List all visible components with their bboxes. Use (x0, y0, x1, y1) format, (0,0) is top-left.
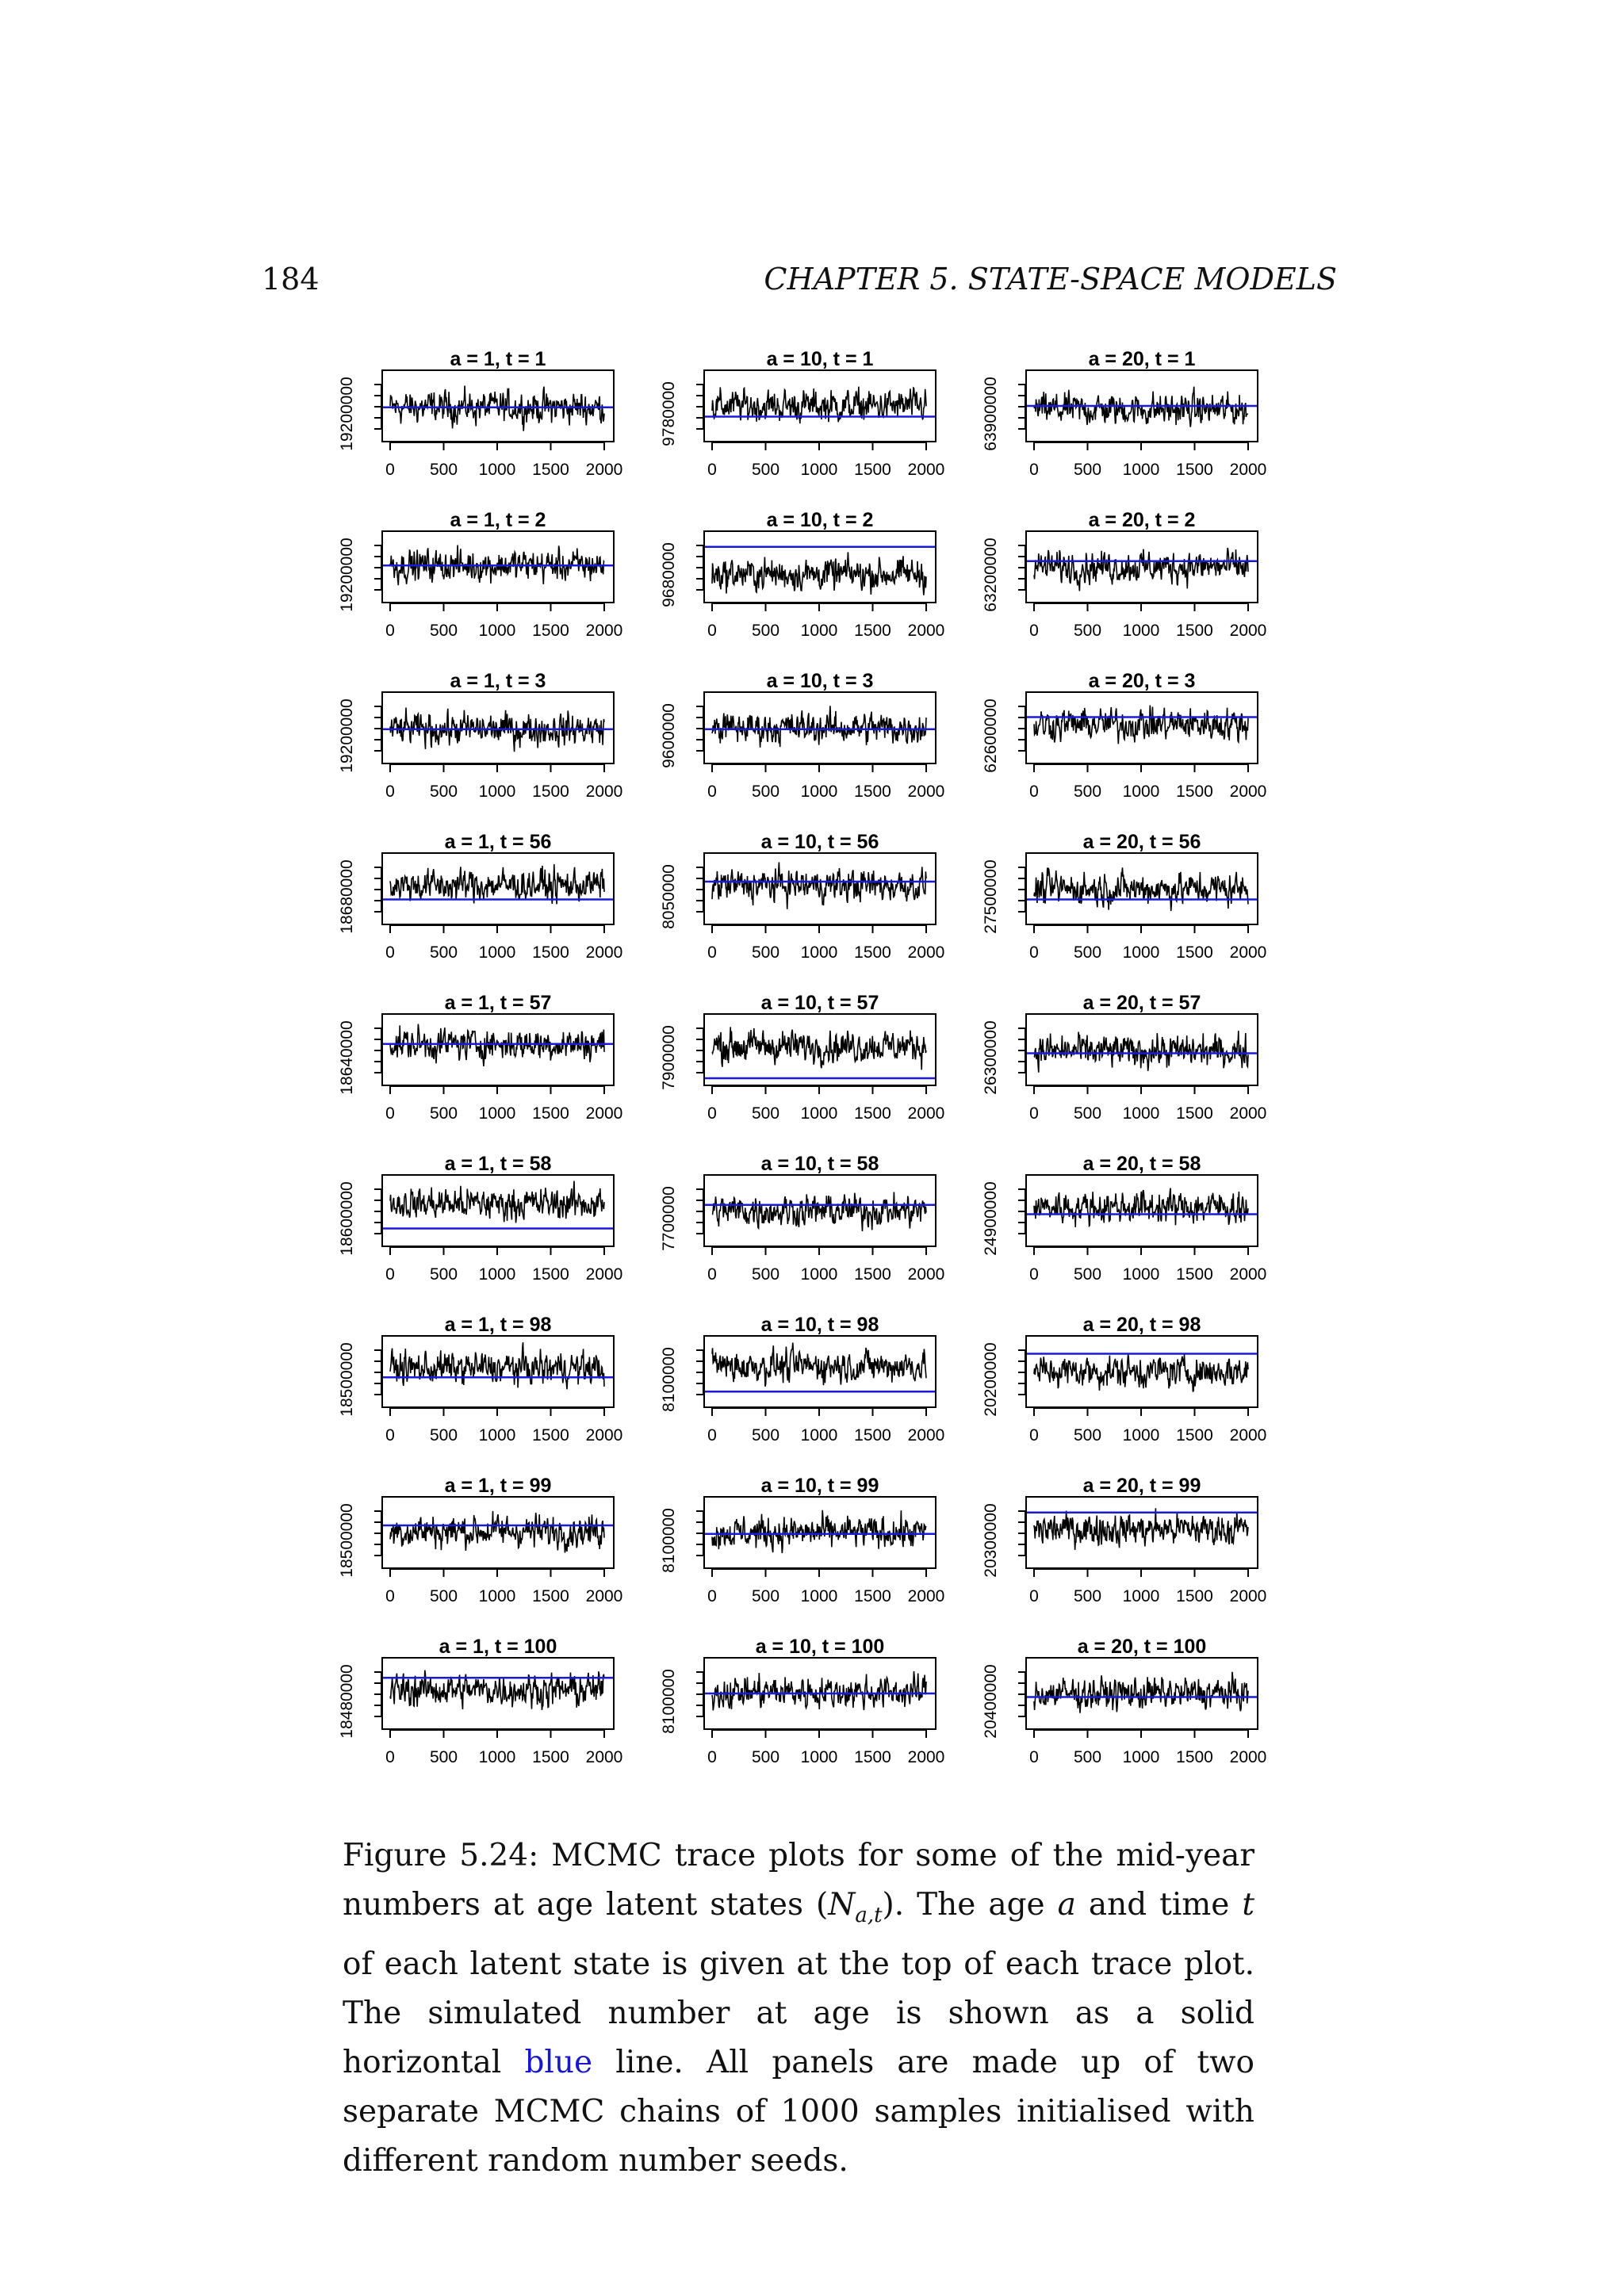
x-tick-label: 1500 (854, 1587, 891, 1605)
y-axis-label: 18500000 (338, 1503, 356, 1578)
trace-panel (982, 1314, 1266, 1445)
y-axis-label: 20200000 (982, 1342, 1000, 1417)
panel-title: a = 20, t = 57 (1082, 992, 1201, 1014)
x-tick-label: 1000 (800, 461, 838, 479)
x-tick-label: 500 (429, 943, 458, 962)
x-tick-label: 500 (751, 943, 780, 962)
x-tick-label: 1500 (532, 1426, 569, 1445)
trace-panel (338, 1475, 622, 1605)
x-tick-label: 500 (1073, 1587, 1102, 1605)
trace-panel (660, 1153, 944, 1284)
x-tick-label: 1500 (1176, 943, 1213, 962)
trace-panel (982, 1636, 1266, 1766)
x-tick-label: 2000 (585, 1265, 623, 1284)
y-axis-label: 8100000 (660, 1669, 678, 1734)
mcmc-trace (712, 552, 926, 595)
y-axis-label: 19200000 (338, 698, 356, 773)
trace-panel (982, 1153, 1266, 1284)
x-tick-label: 2000 (907, 1426, 945, 1445)
trace-panel (338, 670, 622, 801)
page-number: 184 (262, 262, 320, 297)
x-tick-label: 1500 (854, 1426, 891, 1445)
x-tick-label: 1000 (800, 1104, 838, 1123)
x-tick-label: 1500 (532, 943, 569, 962)
x-tick-label: 1500 (1176, 1104, 1213, 1123)
x-tick-label: 1000 (800, 1265, 838, 1284)
x-tick-label: 500 (1073, 943, 1102, 962)
panel-title: a = 10, t = 3 (766, 670, 874, 692)
x-tick-label: 1000 (800, 1587, 838, 1605)
mcmc-trace (1034, 1031, 1248, 1073)
x-tick-label: 1000 (478, 461, 516, 479)
panel-title: a = 20, t = 98 (1082, 1314, 1201, 1336)
x-tick-label: 500 (1073, 1265, 1102, 1284)
x-tick-label: 0 (385, 943, 395, 962)
mcmc-trace (712, 1510, 926, 1553)
panel-title: a = 10, t = 1 (766, 348, 874, 370)
panel-title: a = 1, t = 58 (444, 1153, 552, 1175)
x-tick-label: 1500 (1176, 1587, 1213, 1605)
x-tick-label: 0 (1029, 1104, 1039, 1123)
x-tick-label: 1000 (1122, 1104, 1160, 1123)
running-head: CHAPTER 5. STATE-SPACE MODELS (764, 262, 1337, 297)
mcmc-trace (1034, 867, 1248, 911)
x-tick-label: 500 (1073, 783, 1102, 801)
x-tick-label: 1000 (478, 1587, 516, 1605)
trace-panel (982, 348, 1266, 479)
x-tick-label: 0 (385, 622, 395, 640)
mcmc-trace (390, 1024, 604, 1066)
panel-title: a = 20, t = 3 (1088, 670, 1196, 692)
panel-title: a = 1, t = 98 (444, 1314, 552, 1336)
x-tick-label: 0 (1029, 1587, 1039, 1605)
x-tick-label: 0 (707, 1748, 717, 1766)
x-tick-label: 1500 (854, 943, 891, 962)
panel-title: a = 1, t = 100 (439, 1636, 557, 1658)
x-tick-label: 1500 (532, 783, 569, 801)
panel-title: a = 1, t = 3 (450, 670, 546, 692)
x-tick-label: 2000 (1229, 1426, 1267, 1445)
mcmc-trace (1034, 1354, 1248, 1391)
panel-title: a = 10, t = 99 (760, 1475, 879, 1497)
trace-panel (338, 1153, 622, 1284)
trace-panel (660, 1636, 944, 1766)
x-tick-label: 2000 (585, 1587, 623, 1605)
panel-title: a = 1, t = 99 (444, 1475, 552, 1497)
mcmc-trace (1034, 1188, 1248, 1227)
caption-text-3: and time (1075, 1887, 1243, 1923)
panel-title: a = 10, t = 2 (766, 509, 874, 531)
x-tick-label: 2000 (907, 461, 945, 479)
x-tick-label: 1500 (854, 622, 891, 640)
x-tick-label: 0 (707, 622, 717, 640)
x-tick-label: 0 (707, 461, 717, 479)
mcmc-trace (712, 1343, 926, 1387)
x-tick-label: 500 (751, 1748, 780, 1766)
x-tick-label: 2000 (1229, 1265, 1267, 1284)
x-tick-label: 0 (707, 783, 717, 801)
x-tick-label: 1000 (1122, 461, 1160, 479)
x-tick-label: 1000 (478, 622, 516, 640)
x-tick-label: 1000 (478, 1104, 516, 1123)
x-tick-label: 0 (1029, 1748, 1039, 1766)
x-tick-label: 1000 (800, 943, 838, 962)
x-tick-label: 2000 (1229, 1748, 1267, 1766)
panel-title: a = 1, t = 2 (450, 509, 546, 531)
mcmc-trace (1034, 1672, 1248, 1713)
x-tick-label: 0 (385, 1426, 395, 1445)
x-tick-label: 500 (429, 461, 458, 479)
x-tick-label: 1000 (1122, 783, 1160, 801)
y-axis-label: 18480000 (338, 1664, 356, 1739)
x-tick-label: 2000 (907, 622, 945, 640)
x-tick-label: 0 (707, 1587, 717, 1605)
y-axis-label: 18600000 (338, 1181, 356, 1256)
y-axis-label: 18500000 (338, 1342, 356, 1417)
x-tick-label: 2000 (1229, 943, 1267, 962)
x-tick-label: 0 (707, 1104, 717, 1123)
y-axis-label: 7700000 (660, 1186, 678, 1251)
x-tick-label: 1000 (478, 943, 516, 962)
figure-caption (343, 1831, 1254, 2186)
x-tick-label: 500 (1073, 1104, 1102, 1123)
x-tick-label: 2000 (1229, 461, 1267, 479)
x-tick-label: 500 (1073, 1748, 1102, 1766)
caption-math-t: t (1242, 1887, 1255, 1923)
y-axis-label: 8050000 (660, 864, 678, 929)
x-tick-label: 500 (429, 1748, 458, 1766)
x-tick-label: 0 (707, 943, 717, 962)
x-tick-label: 1500 (854, 1104, 891, 1123)
y-axis-label: 24900000 (982, 1181, 1000, 1256)
x-tick-label: 1500 (1176, 461, 1213, 479)
caption-blue-word: blue (524, 2044, 593, 2080)
y-axis-label: 63900000 (982, 377, 1000, 451)
x-tick-label: 0 (1029, 622, 1039, 640)
x-tick-label: 500 (751, 1265, 780, 1284)
x-tick-label: 0 (385, 1265, 395, 1284)
trace-panel (660, 1314, 944, 1445)
caption-label: Figure 5.24: (343, 1838, 539, 1873)
x-tick-label: 1500 (532, 1265, 569, 1284)
mcmc-trace (1034, 1508, 1248, 1550)
x-tick-label: 1000 (800, 1748, 838, 1766)
trace-panel (660, 1475, 944, 1605)
x-tick-label: 2000 (1229, 622, 1267, 640)
trace-panel (982, 831, 1266, 962)
trace-panel (982, 670, 1266, 801)
y-axis-label: 18680000 (338, 859, 356, 934)
x-tick-label: 1500 (1176, 1748, 1213, 1766)
panel-title: a = 20, t = 2 (1088, 509, 1196, 531)
x-tick-label: 1000 (1122, 622, 1160, 640)
x-tick-label: 0 (1029, 783, 1039, 801)
x-tick-label: 2000 (907, 1265, 945, 1284)
y-axis-label: 63200000 (982, 538, 1000, 612)
x-tick-label: 500 (751, 461, 780, 479)
x-tick-label: 1000 (478, 1265, 516, 1284)
mcmc-trace (712, 387, 926, 424)
panel-title: a = 1, t = 57 (444, 992, 552, 1014)
x-tick-label: 1000 (1122, 1748, 1160, 1766)
mcmc-trace (390, 864, 604, 904)
trace-panel (338, 992, 622, 1123)
trace-panel (660, 670, 944, 801)
x-tick-label: 2000 (907, 943, 945, 962)
y-axis-label: 9600000 (660, 703, 678, 768)
mcmc-trace (390, 1670, 604, 1710)
x-tick-label: 2000 (585, 783, 623, 801)
x-tick-label: 1000 (800, 1426, 838, 1445)
x-tick-label: 1000 (800, 622, 838, 640)
panel-title: a = 10, t = 57 (760, 992, 879, 1014)
x-tick-label: 1000 (800, 783, 838, 801)
trace-panel (338, 509, 622, 640)
x-tick-label: 2000 (907, 1748, 945, 1766)
panel-title: a = 10, t = 98 (760, 1314, 879, 1336)
x-tick-label: 1000 (1122, 1265, 1160, 1284)
x-tick-label: 2000 (1229, 1104, 1267, 1123)
x-tick-label: 0 (385, 1104, 395, 1123)
y-axis-label: 18640000 (338, 1020, 356, 1095)
x-tick-label: 1500 (1176, 1265, 1213, 1284)
x-tick-label: 1500 (1176, 622, 1213, 640)
x-tick-label: 1500 (532, 1104, 569, 1123)
x-tick-label: 0 (707, 1426, 717, 1445)
x-tick-label: 2000 (585, 1748, 623, 1766)
caption-math-symbol: N (828, 1887, 856, 1923)
x-tick-label: 1500 (854, 1748, 891, 1766)
x-tick-label: 2000 (1229, 783, 1267, 801)
x-tick-label: 500 (1073, 461, 1102, 479)
trace-panel (982, 992, 1266, 1123)
x-tick-label: 500 (429, 1265, 458, 1284)
x-tick-label: 0 (1029, 1265, 1039, 1284)
x-tick-label: 0 (385, 1748, 395, 1766)
x-tick-label: 500 (429, 783, 458, 801)
x-tick-label: 0 (707, 1265, 717, 1284)
x-tick-label: 2000 (585, 622, 623, 640)
trace-panel (338, 1314, 622, 1445)
x-tick-label: 500 (1073, 622, 1102, 640)
trace-panel (660, 831, 944, 962)
x-tick-label: 0 (385, 461, 395, 479)
mcmc-trace (712, 1027, 926, 1070)
trace-panel (660, 992, 944, 1123)
caption-math-sub: a,t (855, 1903, 883, 1927)
x-tick-label: 500 (429, 1104, 458, 1123)
mcmc-trace (712, 863, 926, 909)
trace-panel (338, 348, 622, 479)
x-tick-label: 2000 (585, 1104, 623, 1123)
x-tick-label: 500 (429, 1426, 458, 1445)
y-axis-label: 8100000 (660, 1508, 678, 1573)
x-tick-label: 500 (751, 1587, 780, 1605)
y-axis-label: 8100000 (660, 1347, 678, 1412)
x-tick-label: 1500 (532, 1587, 569, 1605)
x-tick-label: 0 (1029, 461, 1039, 479)
panel-title: a = 20, t = 1 (1088, 348, 1196, 370)
caption-math-a: a (1057, 1887, 1076, 1923)
y-axis-label: 19200000 (338, 377, 356, 451)
y-axis-label: 9680000 (660, 542, 678, 607)
x-tick-label: 2000 (907, 1104, 945, 1123)
x-tick-label: 1500 (1176, 783, 1213, 801)
mcmc-trace (712, 1192, 926, 1232)
y-axis-label: 27500000 (982, 859, 1000, 934)
x-tick-label: 2000 (907, 783, 945, 801)
panel-title: a = 20, t = 100 (1077, 1636, 1207, 1658)
x-tick-label: 500 (1073, 1426, 1102, 1445)
mcmc-trace (390, 1511, 604, 1553)
y-axis-label: 62600000 (982, 698, 1000, 773)
panel-title: a = 20, t = 56 (1082, 831, 1201, 853)
panel-title: a = 10, t = 58 (760, 1153, 879, 1175)
mcmc-trace (1034, 706, 1248, 744)
mcmc-trace (712, 1671, 926, 1710)
y-axis-label: 20400000 (982, 1664, 1000, 1739)
x-tick-label: 500 (751, 622, 780, 640)
x-tick-label: 1000 (1122, 1587, 1160, 1605)
x-tick-label: 1500 (854, 783, 891, 801)
y-axis-label: 9780000 (660, 381, 678, 446)
y-axis-label: 7900000 (660, 1025, 678, 1090)
caption-text-4: of each latent state is given at the top of each trace plot. The simulated number at age is shown as a solid horizontal (343, 1946, 1254, 2080)
x-tick-label: 1500 (854, 461, 891, 479)
mcmc-trace (1034, 548, 1248, 591)
x-tick-label: 500 (429, 1587, 458, 1605)
caption-text-2: ). The age (882, 1887, 1058, 1923)
panel-title: a = 20, t = 58 (1082, 1153, 1201, 1175)
x-tick-label: 1000 (478, 783, 516, 801)
trace-panel (338, 1636, 622, 1766)
panel-title: a = 1, t = 56 (444, 831, 552, 853)
y-axis-label: 26300000 (982, 1020, 1000, 1095)
x-tick-label: 1500 (532, 622, 569, 640)
x-tick-label: 2000 (1229, 1587, 1267, 1605)
mcmc-trace (390, 1342, 604, 1389)
x-tick-label: 1000 (478, 1426, 516, 1445)
x-tick-label: 1500 (854, 1265, 891, 1284)
x-tick-label: 2000 (907, 1587, 945, 1605)
trace-panel (338, 831, 622, 962)
trace-panel (982, 509, 1266, 640)
x-tick-label: 500 (751, 783, 780, 801)
panel-title: a = 10, t = 56 (760, 831, 879, 853)
x-tick-label: 1500 (532, 461, 569, 479)
x-tick-label: 2000 (585, 943, 623, 962)
x-tick-label: 500 (429, 622, 458, 640)
x-tick-label: 0 (1029, 943, 1039, 962)
x-tick-label: 2000 (585, 461, 623, 479)
x-tick-label: 1000 (1122, 943, 1160, 962)
x-tick-label: 0 (385, 1587, 395, 1605)
x-tick-label: 500 (751, 1104, 780, 1123)
x-tick-label: 2000 (585, 1426, 623, 1445)
caption-text-5: line. All panels are made up of two separate MCMC chains of 1000 samples initialised with different random number seeds. (343, 2044, 1254, 2179)
panel-frame (1026, 1336, 1258, 1407)
caption-text-1: MCMC trace plots for some of the mid-year numbers at age latent states ( (343, 1838, 1254, 1923)
trace-panel (982, 1475, 1266, 1605)
x-tick-label: 1500 (532, 1748, 569, 1766)
trace-panel (660, 348, 944, 479)
trace-panel (660, 509, 944, 640)
x-tick-label: 0 (385, 783, 395, 801)
panel-title: a = 10, t = 100 (755, 1636, 885, 1658)
mcmc-trace (712, 706, 926, 748)
panel-title: a = 1, t = 1 (450, 348, 546, 370)
x-tick-label: 500 (751, 1426, 780, 1445)
y-axis-label: 19200000 (338, 538, 356, 612)
x-tick-label: 1000 (1122, 1426, 1160, 1445)
panel-title: a = 20, t = 99 (1082, 1475, 1201, 1497)
x-tick-label: 0 (1029, 1426, 1039, 1445)
mcmc-trace (390, 1181, 604, 1223)
y-axis-label: 20300000 (982, 1503, 1000, 1578)
x-tick-label: 1500 (1176, 1426, 1213, 1445)
x-tick-label: 1000 (478, 1748, 516, 1766)
